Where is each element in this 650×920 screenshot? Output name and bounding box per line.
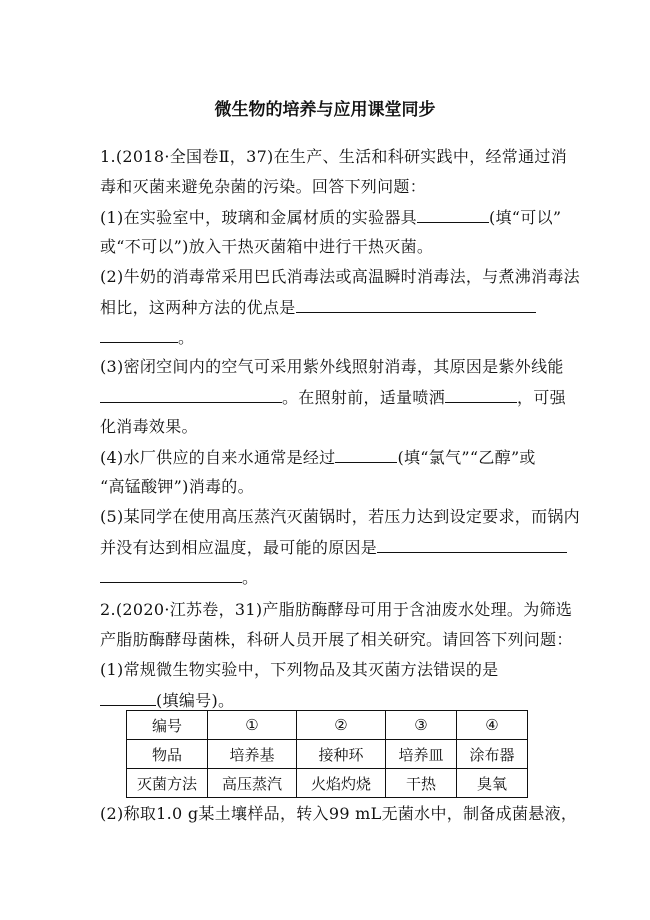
- table-cell: 火焰灼烧: [297, 769, 386, 798]
- table-cell: 接种环: [297, 740, 386, 769]
- q1-part1-text-b: (填“可以”: [488, 208, 562, 227]
- table-cell: ②: [297, 711, 386, 740]
- table-cell: ③: [386, 711, 457, 740]
- q2-part1-line-2: [100, 690, 234, 711]
- q1-part5-line-1: (5)某同学在使用高压蒸汽灭菌锅时，若压力达到设定要求，而锅内: [100, 507, 580, 526]
- q2-line-1: 2.(2020·江苏卷，31)产脂肪酶酵母可用于含油废水处理。为筛选: [100, 600, 573, 619]
- q1-part3-text-b: 。在照射前，适量喷洒: [282, 388, 446, 407]
- q1-part4-text-b: (填“氯气”“乙醇”或: [397, 448, 536, 467]
- q1-part4-text-a: (4)水厂供应的自来水通常是经过: [100, 448, 336, 467]
- answer-blank[interactable]: [296, 297, 536, 313]
- table-cell: ①: [208, 711, 297, 740]
- q1-part5-text-b: 并没有达到相应温度，最可能的原因是: [100, 538, 378, 557]
- answer-blank[interactable]: [417, 207, 489, 223]
- table-cell: 臭氧: [457, 769, 528, 798]
- q2-part2-line-1: (2)称取1.0 g某土壤样品，转入99 mL无菌水中，制备成菌悬液，: [100, 804, 578, 823]
- q1-part2-text-b: 相比，这两种方法的优点是: [100, 298, 296, 317]
- table-row: [127, 711, 528, 740]
- q1-part3-line-1: (3)密闭空间内的空气可采用紫外线照射消毒，其原因是紫外线能: [100, 357, 564, 376]
- table-cell: 高压蒸汽: [208, 769, 297, 798]
- q1-part2-line-1: (2)牛奶的消毒常采用巴氏消毒法或高温瞬时消毒法，与煮沸消毒法: [100, 267, 580, 286]
- table-cell: ④: [457, 711, 528, 740]
- table-cell: 培养基: [208, 740, 297, 769]
- table-cell: 物品: [127, 740, 208, 769]
- answer-blank[interactable]: [377, 537, 567, 553]
- q1-part2-text-c: 。: [178, 328, 195, 347]
- table-cell: 培养皿: [386, 740, 457, 769]
- answer-blank[interactable]: [100, 690, 156, 706]
- table-row: [127, 740, 528, 769]
- answer-blank[interactable]: [100, 567, 242, 583]
- sterilization-table: [126, 710, 528, 798]
- q1-part4-line-2: “高锰酸钾”)消毒的。: [100, 477, 254, 496]
- q1-part3-line-3: 化消毒效果。: [100, 417, 198, 436]
- q1-part5-text-c: 。: [242, 568, 259, 587]
- q1-line-1: 1.(2018·全国卷Ⅱ，37)在生产、生活和科研实践中，经常通过消: [100, 147, 567, 166]
- q1-part2-line-2: [100, 297, 536, 318]
- q1-part1-text-a: (1)在实验室中，玻璃和金属材质的实验器具: [100, 208, 417, 227]
- table-row: [127, 769, 528, 798]
- answer-blank[interactable]: [100, 327, 178, 343]
- answer-blank[interactable]: [335, 447, 397, 463]
- table-cell: 灭菌方法: [127, 769, 208, 798]
- q1-part1-line-2: 或“不可以”)放入干热灭菌箱中进行干热灭菌。: [100, 237, 434, 256]
- q1-part4-line-1: [100, 447, 536, 468]
- answer-blank[interactable]: [445, 387, 517, 403]
- table-cell: 涂布器: [457, 740, 528, 769]
- q1-part5-line-3: [100, 567, 258, 588]
- q2-line-2: 产脂肪酶酵母菌株，科研人员开展了相关研究。请回答下列问题：: [100, 630, 573, 649]
- table-cell: 编号: [127, 711, 208, 740]
- table-cell: 干热: [386, 769, 457, 798]
- page-title: 微生物的培养与应用课堂同步: [214, 100, 436, 120]
- q2-part1-line-1: (1)常规微生物实验中，下列物品及其灭菌方法错误的是: [100, 660, 499, 679]
- q1-part5-line-2: [100, 537, 567, 558]
- q2-part1-text-b: (填编号)。: [156, 691, 235, 710]
- q1-line-2: 毒和灭菌来避免杂菌的污染。回答下列问题：: [100, 177, 427, 196]
- q1-part3-line-2: [100, 387, 566, 408]
- answer-blank[interactable]: [100, 387, 282, 403]
- q1-part1-line-1: [100, 207, 561, 228]
- q1-part3-text-c: ，可强: [517, 388, 566, 407]
- q1-part2-line-3: [100, 327, 194, 348]
